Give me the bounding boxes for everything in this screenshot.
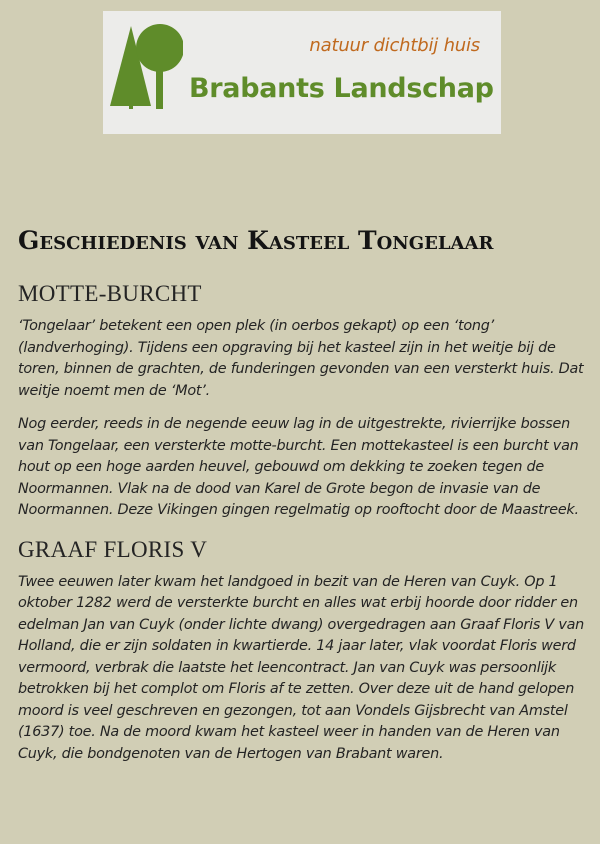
section-motte-burcht <box>18 280 586 522</box>
section-graaf-floris-v <box>18 536 586 766</box>
round-tree-crown-shape <box>136 24 183 72</box>
pine-trunk-shape <box>129 106 133 109</box>
paragraph: ‘Tongelaar’ betekent een open plek (in oerbos gekapt) op een ‘tong’ (landverhoging). Tijdens een opgraving bij het kasteel zijn in het weitje bij de toren, binnen de grachten, de funderingen gevonden van een versterkt huis. Dat weitje noemt men de ‘Mot’. <box>18 318 584 399</box>
tagline: natuur dichtbij huis <box>309 35 480 56</box>
paragraph: Twee eeuwen later kwam het landgoed in bezit van de Heren van Cuyk. Op 1 oktober 1282 werd de versterkte burcht en alles wat erbij hoorde door ridder en edelman Jan van Cuyk (onder lichte dwang) overgedragen aan Graaf Floris V van Holland, die er zijn soldaten in kwartierde. 14 jaar later, vlak voordat Floris werd vermoord, verbrak die laatste het leencontract. Jan van Cuyk was persoonlijk betrokken bij het complot om Floris af te zetten. Over deze uit de hand gelopen moord is veel geschreven en gezongen, tot aan Vondels Gijsbrecht van Amstel (1637) toe. Na de moord kwam het kasteel weer in handen van de Heren van Cuyk, die bondgenoten van de Hertogen van Brabant waren. <box>18 573 585 762</box>
article <box>18 226 586 777</box>
section-heading: GRAAF FLORIS V <box>18 536 208 562</box>
logo-banner[interactable] <box>103 11 501 134</box>
brand-name: Brabants Landschap <box>189 73 494 104</box>
section-heading: MOTTE-BURCHT <box>18 281 202 306</box>
paragraph: Nog eerder, reeds in de negende eeuw lag in de uitgestrekte, rivierrijke bossen van Tongelaar, een versterkte motte-burcht. Een mottekasteel is een burcht van hout op een hoge aarden heuvel, gebouwd om dekking te zoeken tegen de Noormannen. Vlak na de dood van Karel de Grote begon de invasie van de Noormannen. Deze Vikingen gingen regelmatig op rooftocht door de Maastreek. <box>18 416 579 518</box>
round-tree-trunk-shape <box>156 66 163 109</box>
tree-logo-icon <box>103 11 183 134</box>
page-title: Geschiedenis van Kasteel Tongelaar <box>18 226 494 255</box>
